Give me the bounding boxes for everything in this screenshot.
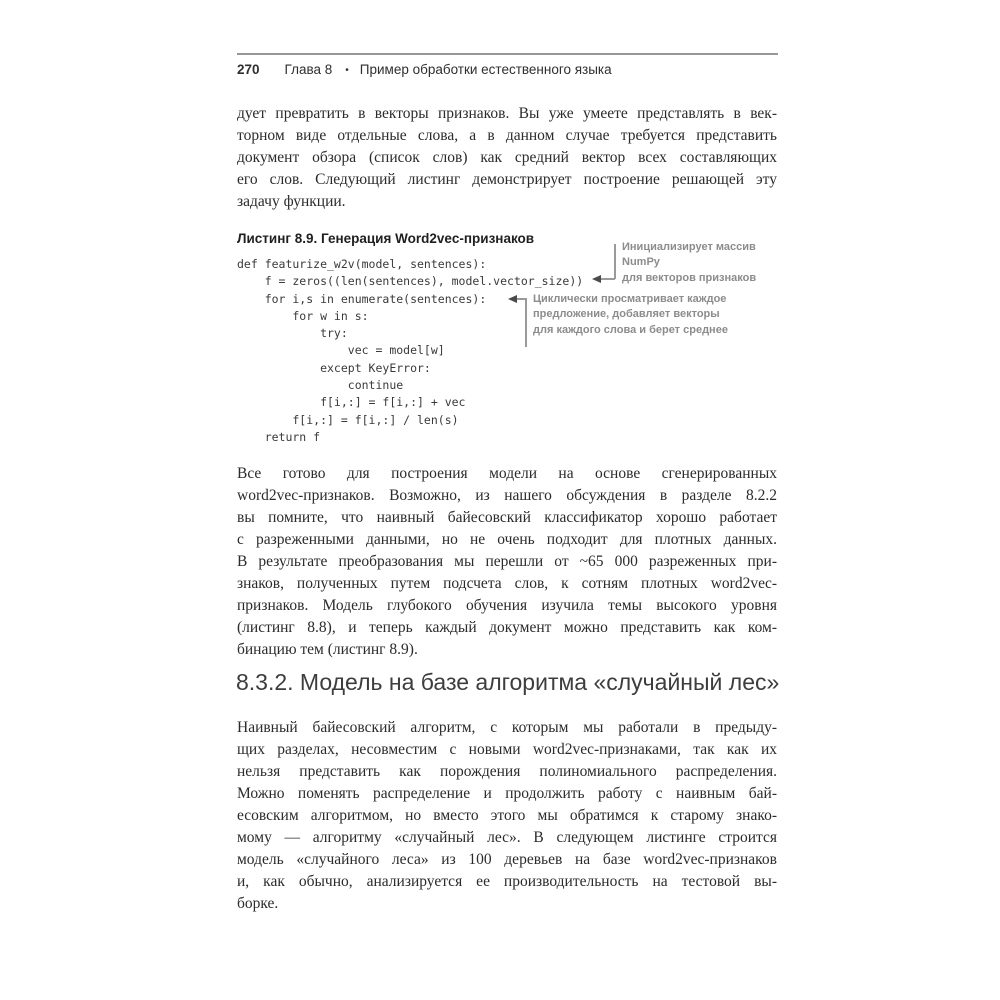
text-line: f[i,:] = f[i,:] + vec	[237, 395, 466, 410]
text-line: try:	[237, 326, 348, 341]
text-line: В результате преобразования мы перешли от ~65 000 разреженных при-	[237, 553, 777, 570]
intro-paragraph	[237, 103, 777, 213]
middle-paragraph	[237, 463, 777, 661]
text-line: Можно поменять распределение и продолжить работу с наивным бай-	[237, 785, 777, 802]
text-line: Инициализирует массив NumPy	[622, 241, 756, 269]
chapter-label: Глава 8	[284, 62, 333, 77]
text-line: задачу функции.	[237, 193, 346, 210]
header-rule	[237, 53, 778, 55]
text-line: Все готово для построения модели на основе сгенерированных	[237, 465, 777, 482]
text-line: для каждого слова и берет среднее	[533, 323, 728, 336]
text-line: для векторов признаков	[622, 271, 757, 284]
text-line: знаков, полученных путем подсчета слов, к сотням плотных word2vec-	[237, 575, 777, 592]
annotation-1-connector-vertical	[614, 244, 616, 279]
text-line: документ обзора (список слов) как средний вектор всех составляющих	[237, 149, 777, 166]
text-line: дует превратить в векторы признаков. Вы уже умеете представлять в век-	[237, 105, 777, 122]
annotation-1-connector-horizontal	[600, 278, 615, 280]
text-line: Циклически просматривает каждое	[533, 293, 727, 305]
text-line: Наивный байесовский алгоритм, с которым мы работали в предыду-	[237, 719, 777, 736]
code-annotation-loop	[533, 292, 753, 338]
text-line: f = zeros((len(sentences), model.vector_size))	[237, 274, 584, 289]
listing-title: Листинг 8.9. Генерация Word2vec-признаков	[237, 231, 535, 246]
text-line: for i,s in enumerate(sentences):	[237, 291, 487, 306]
text-line: except KeyError:	[237, 360, 431, 375]
text-line: с разреженными данными, но не очень подходит для плотных данных.	[237, 531, 777, 548]
text-line: предложение, добавляет векторы	[533, 308, 720, 321]
text-line: модель «случайного леса» из 100 деревьев на базе word2vec-признаков	[237, 851, 777, 868]
text-line: его слов. Следующий листинг демонстрирует построение решающей эту	[237, 171, 777, 188]
text-line: признаков. Модель глубокого обучения изучила темы высокого уровня	[237, 597, 777, 614]
text-line: def featurize_w2v(model, sentences):	[237, 257, 487, 271]
text-line: щих разделах, несовместим с новыми word2vec-признаками, так как их	[237, 741, 777, 758]
separator-bullet-icon: •	[345, 65, 349, 76]
closing-paragraph	[237, 717, 777, 915]
text-line: word2vec-признаков. Возможно, из нашего обсуждения в разделе 8.2.2	[237, 487, 777, 504]
chapter-title: Пример обработки естественного языка	[359, 62, 612, 77]
text-line: (листинг 8.8), и теперь каждый документ можно представить как ком-	[237, 619, 777, 636]
code-block	[237, 256, 583, 446]
text-line: есовским алгоритмом, но вместо этого мы обратимся к старому знако-	[237, 807, 777, 824]
text-line: return f	[237, 429, 321, 444]
text-line: борке.	[237, 895, 279, 912]
annotation-2-arrowhead-icon	[508, 295, 517, 303]
page-number: 270	[237, 62, 260, 77]
annotation-1-arrowhead-icon	[592, 275, 601, 283]
code-annotation-numpy	[622, 240, 792, 286]
text-line: vec = model[w]	[237, 343, 445, 358]
text-line: и, как обычно, анализируется ее производительность на тестовой вы-	[237, 873, 777, 890]
text-line: for w in s:	[237, 308, 369, 323]
annotation-2-connector-vertical	[525, 298, 527, 347]
text-line: continue	[237, 378, 404, 393]
section-heading: 8.3.2. Модель на базе алгоритма «случайный лес»	[236, 669, 780, 695]
text-line: нельзя представить как порождения полиномиального распределения.	[237, 763, 777, 780]
text-line: торном виде отдельные слова, а в данном случае требуется представить	[237, 127, 777, 144]
text-line: вы помните, что наивный байесовский классификатор хорошо работает	[237, 509, 777, 526]
text-line: f[i,:] = f[i,:] / len(s)	[237, 412, 459, 427]
running-header	[237, 62, 778, 77]
text-line: бинацию тем (листинг 8.9).	[237, 641, 418, 658]
text-line: мому — алгоритму «случайный лес». В следующем листинге строится	[237, 829, 777, 846]
